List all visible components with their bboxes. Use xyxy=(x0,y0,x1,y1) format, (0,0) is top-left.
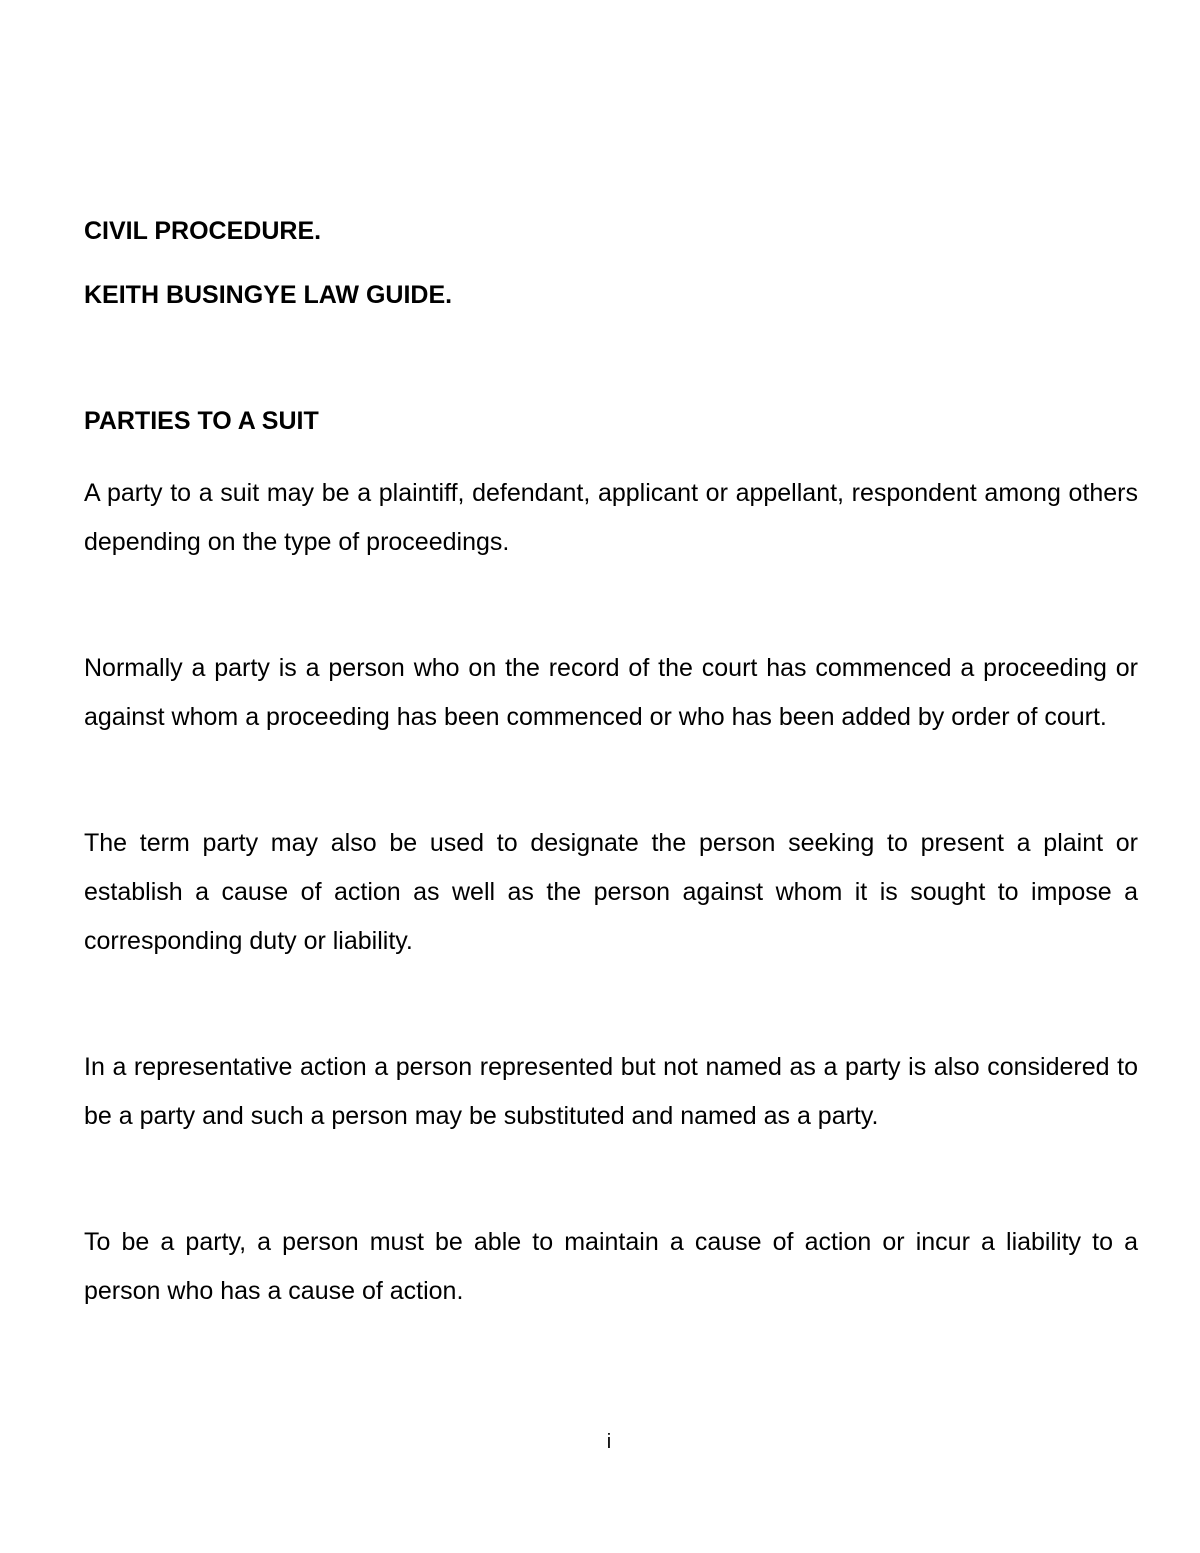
section-heading: PARTIES TO A SUIT xyxy=(84,407,319,435)
page-number: i xyxy=(606,1431,612,1453)
document-title: CIVIL PROCEDURE. xyxy=(84,217,322,245)
paragraph: Normally a party is a person who on the record of the court has commenced a proceeding or against whom a proceeding has been commenced or who has been added by order of court. xyxy=(84,654,1138,731)
paragraph: In a representative action a person represented but not named as a party is also considered to be a party and such a person may be substituted and named as a party. xyxy=(84,1053,1138,1130)
document-subtitle: KEITH BUSINGYE LAW GUIDE. xyxy=(84,281,453,309)
paragraph: The term party may also be used to designate the person seeking to present a plaint or establish a cause of action as well as the person against whom it is sought to impose a corresponding duty or liability. xyxy=(84,829,1138,955)
page-content xyxy=(84,216,1138,1316)
paragraph: To be a party, a person must be able to maintain a cause of action or incur a liability to a person who has a cause of action. xyxy=(84,1228,1138,1305)
paragraph: A party to a suit may be a plaintiff, defendant, applicant or appellant, respondent among others depending on the type of proceedings. xyxy=(84,479,1138,556)
